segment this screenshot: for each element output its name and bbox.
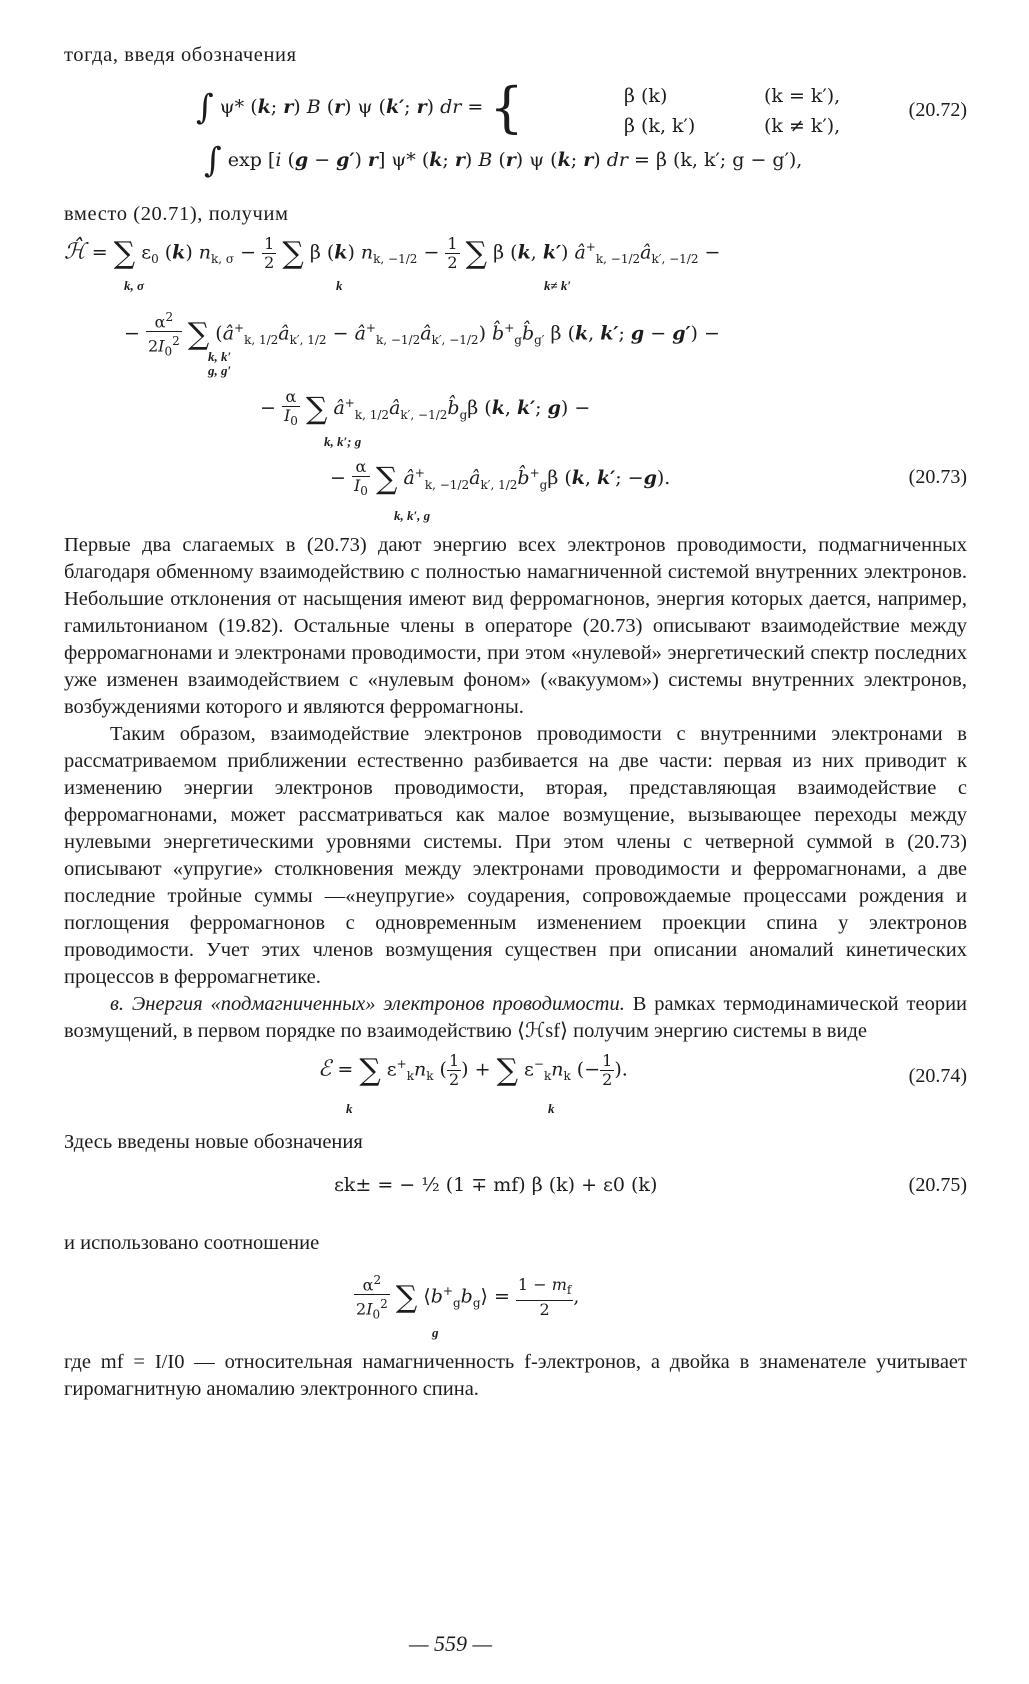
equation-number-20-75: (20.75) xyxy=(908,1174,967,1196)
used-text: и использовано соотношение xyxy=(64,1232,320,1254)
equation-integral-cases: ∫ ψ* (k; r) B (r) ψ (k′; r) dr = { xyxy=(196,76,524,139)
equation-case-1: β (k) xyxy=(624,85,668,107)
relation-equation xyxy=(64,1257,967,1343)
paragraph-3 xyxy=(64,991,967,1045)
equation-20-75 xyxy=(64,1156,967,1220)
sum-index-9: g xyxy=(432,1325,439,1340)
hamiltonian-line-3: − $\frac{\alpha}{I_0}$ ∑ $â^+_{k, 1/2}â_{k', -1/2}b̂_g\beta$ (k, k′; g) − xyxy=(260,387,591,429)
paragraph-2: Таким образом, взаимодействие электронов проводимости с внутренними электронами в рассматриваемом приближении естественно разбивается на две части: первая из них приводит к изменению энергии электронов проводимости, вторая, представляющая взаимодействие с ферромагнонами, может рассматриваться как малое возмущение, вызывающее переходы между нулевыми энергетическими уровнями системы. При этом члены с четверной суммой в (20.73) описывают «упругие» столкновения между электронами проводимости и ферромагнонами, а две последние тройные суммы —«неупругие» соударения, сопровождаемые процессами рождения и поглощения ферромагнонов с одновременным изменением проекции спина у электронов проводимости. Учет этих членов возмущения существен при описании аномалий кинетических процессов в ферромагнетике. xyxy=(64,723,967,988)
sum-index-1: k, σ xyxy=(124,278,145,293)
magnon-relation: $\frac{\alpha^2}{2I_0^2}$ ∑ $⟨b^+_gb_g⟩$ = $\frac{1 - m_f}{2}$ , xyxy=(356,1273,580,1322)
equation-number-20-72: (20.72) xyxy=(908,99,967,121)
sum-index-5: k, k′; g xyxy=(324,434,362,449)
equation-number-20-74: (20.74) xyxy=(908,1065,967,1087)
here-text: Здесь введены новые обозначения xyxy=(64,1131,363,1153)
paragraph-1: Первые два слагаемых в (20.73) дают энергию всех электронов проводимости, подмагниченных благодаря обменному взаимодействию с полностью намагниченной системой внутренних электронов. Небольшие отклонения от насыщения имеют вид ферромагнонов, энергия которых дается, например, гамильтонианом (19.82). Остальные члены в операторе (20.73) описывают взаимодействие между ферромагнонами и электронами проводимости, при этом «нулевой» энергетический спектр последних уже изменен взаимодействием с «нулевым фоном» («вакуумом») системы внутренних электронов, возбуждениями которого и являются ферромагноны. xyxy=(64,534,967,718)
equation-number-20-73: (20.73) xyxy=(908,466,967,488)
paragraph-3-body: В рамках термодинамической теории возмущений, в первом порядке по взаимодействию ⟨ℋsf⟩ получим энергию системы в виде xyxy=(64,993,968,1042)
equation-20-72 xyxy=(64,76,967,197)
paragraph-4: где mf = I/I0 — относительная намагниченность f-электронов, а двойка в знаменателе учитывает гиромагнитную аномалию электронного спина. xyxy=(64,1351,967,1400)
equation-case-2: β (k, k′) xyxy=(624,115,696,137)
sum-index-7: k xyxy=(346,1101,353,1116)
equation-case-1-cond: (k = k′), xyxy=(764,85,841,107)
sum-index-2: k xyxy=(336,278,343,293)
sum-index-4: k, k′ g, g′ xyxy=(208,349,232,378)
equation-20-74 xyxy=(64,1045,967,1123)
energy-equation: ℰ = ∑ $\varepsilon^+_kn_k$ ( $\frac{1}{2}$ ) + ∑ $\varepsilon^-_kn_k$ (− $\frac{1}{2}$ ). xyxy=(318,1050,628,1089)
page-number: — 559 — xyxy=(408,1631,493,1656)
intro-text: тогда, введя обозначения xyxy=(64,44,297,66)
equation-20-73 xyxy=(64,228,967,532)
equation-case-2-cond: (k ≠ k′), xyxy=(764,115,841,137)
sum-index-8: k xyxy=(548,1101,555,1116)
hamiltonian-line-1: ℋ̂ = ∑ $\varepsilon_0$ (k) $n_{k, \sigma}$ − $\frac{1}{2}$ ∑ β (k) $n_{k, -1/2}$ − $\frac{1}{2}$ ∑ β (k, k′) $â^+_{k, -1/2}â_{k', -1/2}$ − xyxy=(64,233,721,272)
hamiltonian-line-2: − $\frac{\alpha^2}{2I_0^2}$ ∑ ($â^+_{k, 1/2}â_{k', 1/2}$ − $â^+_{k, -1/2}â_{k', -1/2}$) $b̂^+_gb̂_{g'}$ β (k, k′; g − g′) − xyxy=(124,310,720,359)
section-heading: в. Энергия «подмагниченных» электронов проводимости. xyxy=(110,993,625,1015)
instead-text: вместо (20.71), получим xyxy=(64,203,289,225)
sum-index-6: k, k′, g xyxy=(394,508,431,523)
equation-exp-integral: ∫ exp [i (g − g′) r] ψ* (k; r) B (r) ψ (k; r) dr = β (k, k′; g − g′), xyxy=(204,140,803,181)
epsilon-definition: εk± = − ½ (1 ∓ mf) β (k) + ε0 (k) xyxy=(334,1174,658,1196)
sum-index-3: k≠ k′ xyxy=(544,278,572,293)
hamiltonian-line-4: − $\frac{\alpha}{I_0}$ ∑ $â^+_{k, -1/2}â_{k', 1/2}b̂^+_g\beta$ (k, k′; −g). xyxy=(330,457,671,499)
